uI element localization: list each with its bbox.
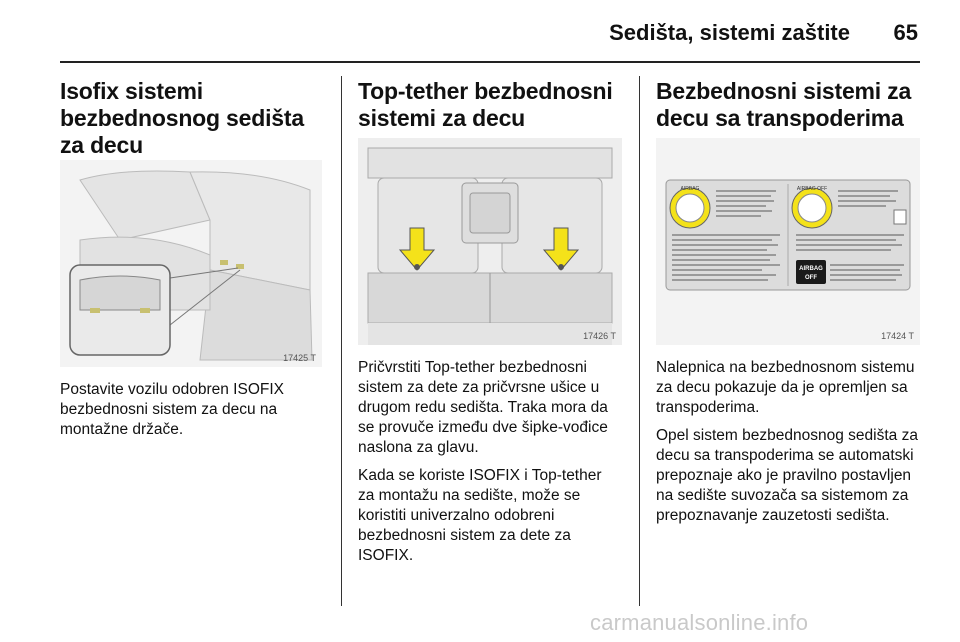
section-heading: Isofix sistemi bezbednosnog sedišta za decu xyxy=(60,78,304,158)
airbag-badge-text: AIRBAG xyxy=(680,186,700,192)
isofix-body xyxy=(60,380,322,448)
running-header-title: Sedišta, sistemi zaštite xyxy=(609,20,850,45)
section-transponder xyxy=(656,78,918,132)
top-tether-seatback-drawing xyxy=(358,138,622,345)
figure-code: 17426 T xyxy=(583,331,616,341)
top-tether-body xyxy=(358,358,620,574)
paragraph: Pričvrstiti Top-tether bezbednosni sistem za dete za pričvrsne ušice u drugom redu sedišta. Traka mora da se provuče između dve šipke-vođice naslona za glavu. xyxy=(358,359,608,456)
isofix-illustration xyxy=(60,160,322,367)
paragraph: Kada se koriste ISOFIX i Top-tether za montažu na sedište, može se koristiti univerzalno odobreni bezbednosni sistem za dete za ISOFIX. xyxy=(358,467,602,564)
airbag-label-drawing xyxy=(656,138,920,345)
figure-code: 17424 T xyxy=(881,331,914,341)
isofix-seat-drawing xyxy=(60,160,322,367)
transponder-label-illustration xyxy=(656,138,920,345)
header-rule xyxy=(60,61,920,63)
airbag-off-button-bottom: OFF xyxy=(805,275,817,281)
paragraph: Opel sistem bezbednosnog sedišta za decu sa transpoderima se automatski prepoznaje ako je pravilno postavljen na sedište suvozača sa sistemom za prepoznavanje zauzetosti sedišta. xyxy=(656,427,918,524)
column-divider xyxy=(639,76,640,606)
paragraph: Postavite vozilu odobren ISOFIX bezbednosni sistem za decu na montažne držače. xyxy=(60,381,285,438)
figure-code: 17425 T xyxy=(283,353,316,363)
airbag-off-button-top: AIRBAG xyxy=(799,266,823,272)
section-isofix xyxy=(60,78,322,159)
transponder-body xyxy=(656,358,918,534)
section-top-tether xyxy=(358,78,620,132)
section-heading: Top-tether bezbednosni sistemi za decu xyxy=(358,78,613,131)
column-divider xyxy=(341,76,342,606)
airbag-off-badge-text: AIRBAG OFF xyxy=(796,186,828,192)
section-heading: Bezbednosni sistemi za decu sa transpoderima xyxy=(656,78,912,131)
page-number: 65 xyxy=(893,20,918,45)
paragraph: Nalepnica na bezbednosnom sistemu za decu pokazuje da je opremljen sa transpoderima. xyxy=(656,359,915,416)
watermark: carmanualsonline.info xyxy=(590,610,809,635)
top-tether-illustration xyxy=(358,138,622,345)
